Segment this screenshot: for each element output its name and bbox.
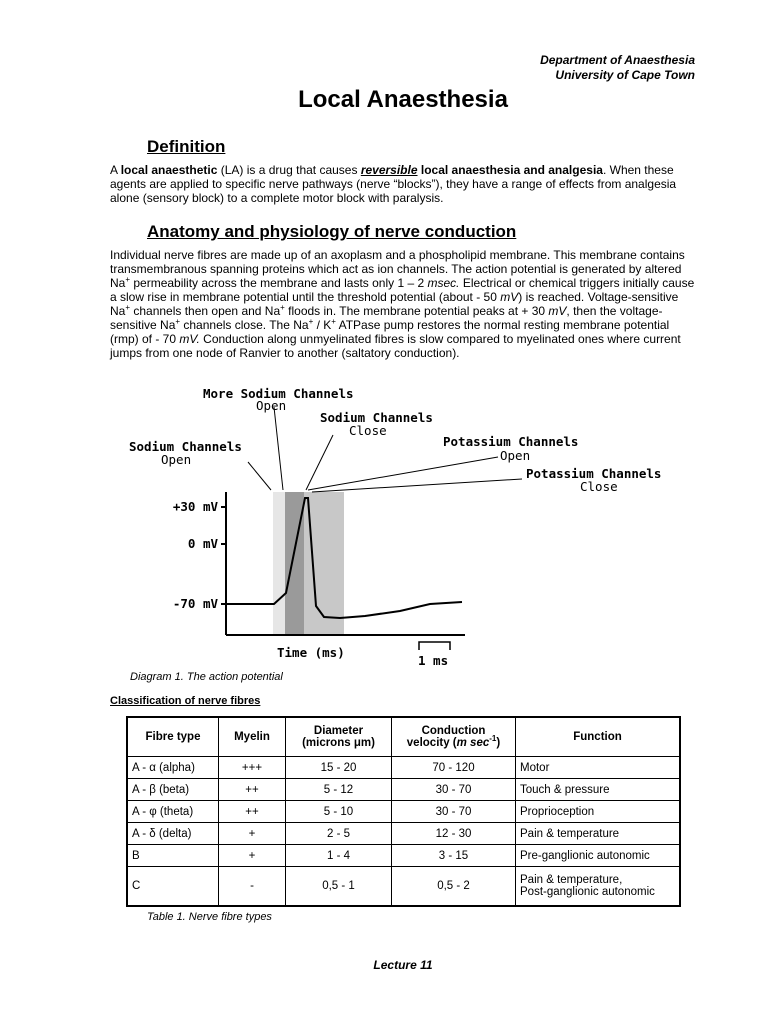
cell-diameter: 0,5 - 1 [286,867,392,907]
department-header [540,53,695,83]
table-header-row [127,717,680,757]
label-potassium-close: Potassium Channels [526,466,662,481]
cell-function: Pain & temperature, Post-ganglionic autonomic [516,867,681,907]
cell-diameter: 1 - 4 [286,845,392,867]
cell-diameter: 5 - 12 [286,779,392,801]
table-row [127,845,680,867]
phase-band-1 [273,492,285,635]
nerve-fibre-table [126,716,681,907]
label-potassium-open: Potassium Channels [443,434,579,449]
table-row [127,823,680,845]
anatomy-paragraph: Individual nerve fibres are made up of an axoplasm and a phospholipid membrane. This membrane contains transmembranous spanning proteins which act as ion channels. The action potential is generated by altered Na+ permeability across the membrane and lasts only 1 – 2 msec. Electrical or chemical triggers initially cause a slow rise in membrane potential until the threshold potential (about - 50 mV) is reached. Voltage-sensitive Na+ channels then open and Na+ floods in. The membrane potential peaks at + 30 mV, then the voltage-sensitive Na+ channels close. The Na+ / K+ ATPase pump restores the normal resting membrane potential (rmp) of - 70 mV. Conduction along unmyelinated fibres is slow compared to myelinated ones where current jumps from one node of Ranvier to another (saltatory conduction). [110,248,695,360]
cell-fibre: C [127,867,219,907]
cell-velocity: 12 - 30 [392,823,516,845]
cell-fibre: B [127,845,219,867]
table-caption: Table 1. Nerve fibre types [147,911,272,923]
cell-fibre: A - β (beta) [127,779,219,801]
pointer-potassium-close [312,479,522,492]
cell-diameter: 2 - 5 [286,823,392,845]
table-row [127,867,680,907]
cell-function: Pain & temperature [516,823,681,845]
label-potassium-open-sub: Open [500,448,531,463]
label-more-sodium-open: Open [256,398,287,413]
scale-label: 1 ms [418,653,449,668]
anatomy-heading: Anatomy and physiology of nerve conduction [147,222,517,241]
diagram-caption: Diagram 1. The action potential [130,671,283,683]
y-tick-label-30: +30 mV [172,499,218,514]
cell-velocity: 3 - 15 [392,845,516,867]
pointer-potassium-open [308,457,498,490]
cell-fibre: A - δ (delta) [127,823,219,845]
table-row [127,779,680,801]
y-tick-label-70: -70 mV [172,596,218,611]
pointer-sodium-open [248,462,271,490]
definition-paragraph: A local anaesthetic (LA) is a drug that causes reversible local anaesthesia and analgesia. When these agents are applied to specific nerve pathways (nerve “blocks”), they have a range of effects from analgesia alone (sensory block) to a complete motor block with paralysis. [110,163,677,205]
cell-velocity: 70 - 120 [392,757,516,779]
cell-velocity: 30 - 70 [392,779,516,801]
y-tick-label-0: 0 mV [187,536,218,551]
cell-fibre: A - α (alpha) [127,757,219,779]
cell-function: Touch & pressure [516,779,681,801]
label-sodium-close: Sodium Channels [320,410,433,425]
classification-heading: Classification of nerve fibres [110,695,261,707]
col-function: Function [516,717,681,757]
cell-myelin: + [219,845,286,867]
cell-myelin: - [219,867,286,907]
cell-diameter: 15 - 20 [286,757,392,779]
cell-function: Pre-ganglionic autonomic [516,845,681,867]
col-diameter: Diameter (microns μm) [286,717,392,757]
col-fibre-type: Fibre type [127,717,219,757]
pointer-sodium-close [306,435,333,490]
label-more-sodium: More Sodium Channels [203,386,354,401]
pointer-more-sodium [274,407,283,490]
label-sodium-open-sub: Open [161,452,192,467]
cell-velocity: 0,5 - 2 [392,867,516,907]
table-row [127,757,680,779]
cell-fibre: A - φ (theta) [127,801,219,823]
label-sodium-open: Sodium Channels [129,439,242,454]
cell-function: Proprioception [516,801,681,823]
cell-diameter: 5 - 10 [286,801,392,823]
x-axis-label: Time (ms) [277,645,345,660]
col-myelin: Myelin [219,717,286,757]
scale-bar [419,642,450,650]
cell-function: Motor [516,757,681,779]
department-name: Department of Anaesthesia [540,53,695,67]
page-title: Local Anaesthesia [298,86,508,113]
label-potassium-close-sub: Close [580,479,618,494]
cell-myelin: + [219,823,286,845]
action-potential-diagram [100,380,690,675]
cell-myelin: ++ [219,801,286,823]
cell-velocity: 30 - 70 [392,801,516,823]
university-name: University of Cape Town [555,68,695,82]
table-row [127,801,680,823]
label-sodium-close-sub: Close [349,423,387,438]
col-velocity: Conduction velocity (m $\sec^{-1}$) [392,717,516,757]
page-footer: Lecture 11 [373,958,433,972]
cell-myelin: +++ [219,757,286,779]
cell-myelin: ++ [219,779,286,801]
definition-heading: Definition [147,137,226,156]
